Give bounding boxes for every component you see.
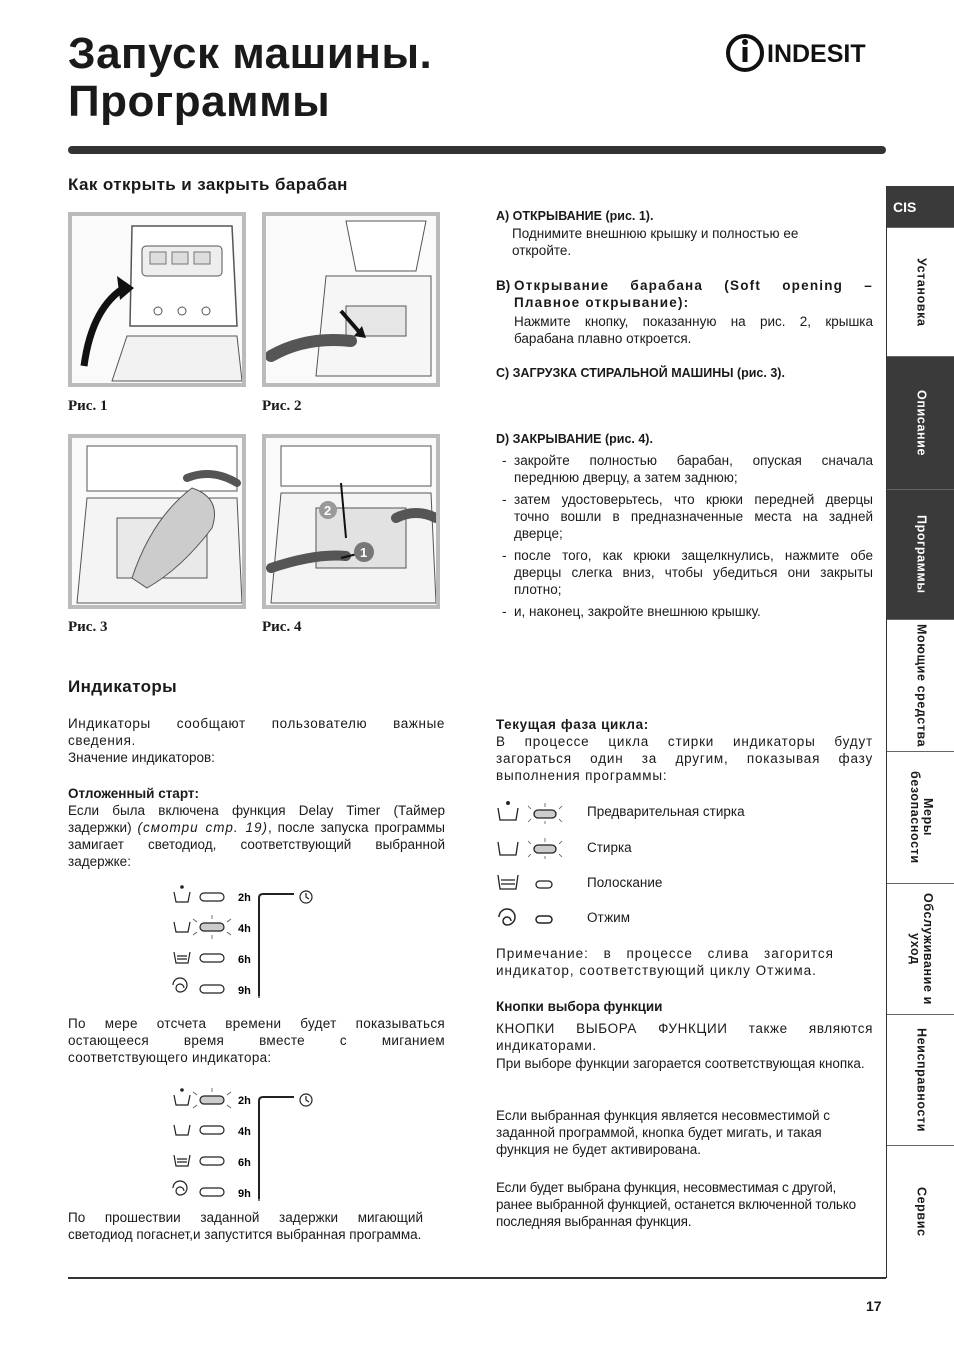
brand-text: INDESIT — [767, 40, 866, 68]
countdown-text: По мере отсчета времени будет показываться остающееся время вместе с миганием соответствующего индикатора: — [68, 1016, 445, 1065]
tab-description[interactable] — [887, 357, 954, 490]
phase-heading: Текущая фаза цикла: — [496, 717, 649, 732]
function-buttons-p3: Если выбранная функция является несовместимой с заданной программой, кнопка будет мигать, и такая функция не будет активирована. — [496, 1108, 831, 1157]
page-title — [68, 30, 432, 126]
delay-hour-4h: 4h — [238, 923, 251, 935]
tab-label: Обслуживание и уход — [908, 893, 935, 1005]
delay-hour-9h: 9h — [238, 985, 251, 997]
delay-text-ref: (смотри стр. 19) — [137, 820, 268, 835]
figure-2-image — [262, 212, 440, 387]
step-c-heading: C) ЗАГРУЗКА СТИРАЛЬНОЙ МАШИНЫ (рис. 3). — [496, 366, 785, 380]
figure-3-caption: Рис. 3 — [68, 619, 108, 635]
tab-label: Моющие средства — [914, 623, 929, 748]
figure-3-image — [68, 434, 246, 609]
indicators-intro: Индикаторы сообщают пользователю важные сведения. — [68, 716, 445, 748]
tab-service[interactable] — [887, 1146, 954, 1278]
rinse-icon — [496, 871, 566, 895]
tab-troubleshooting[interactable] — [887, 1015, 954, 1146]
phase-label-rinse: Полоскание — [587, 875, 663, 890]
delay-text-b: , после запуска программы замигает светодиод, соответствующий выбранной задержке: — [68, 820, 445, 869]
phase-spin — [496, 906, 876, 930]
step-d-list — [496, 452, 873, 625]
tab-safety[interactable] — [887, 752, 954, 884]
tab-detergents[interactable] — [887, 620, 954, 752]
tab-label: Сервис — [914, 1187, 929, 1237]
indicators-intro-2: Значение индикаторов: — [68, 750, 215, 765]
function-buttons-p1: КНОПКИ ВЫБОРА ФУНКЦИИ также являются индикаторами. — [496, 1021, 873, 1053]
wash-icon — [496, 836, 566, 860]
step-b-marker: B) — [496, 278, 511, 293]
delay-hour-2h: 2h — [238, 892, 251, 904]
figure-2-caption: Рис. 2 — [262, 398, 302, 414]
delay-hour-6h: 6h — [238, 954, 251, 966]
step-a-text: Поднимите внешнюю крышку и полностью ее откройте. — [512, 226, 799, 258]
function-buttons-p4: Если будет выбрана функция, несовместимая с другой, ранее выбранной функцией, останется включенной только последняя выбранная функция. — [496, 1180, 856, 1229]
section-title-drum: Как открыть и закрыть барабан — [68, 175, 348, 194]
tab-installation[interactable] — [887, 228, 954, 357]
callout-2-text: 2 — [324, 503, 332, 518]
language-tab[interactable]: CIS — [887, 186, 954, 228]
title-line-1: Запуск машины. — [68, 29, 433, 78]
countdown-hour-2h: 2h — [238, 1095, 251, 1107]
callout-1-text: 1 — [360, 545, 368, 560]
step-b-heading: Открывание барабана (Soft opening – Плавное открывание): — [514, 278, 873, 310]
footer-rule — [68, 1277, 886, 1279]
prewash-icon — [496, 800, 566, 824]
function-buttons-p2: При выборе функции загорается соответствующая кнопка. — [496, 1056, 865, 1071]
section-sidebar — [886, 186, 954, 1278]
step-d-heading: D) ЗАКРЫВАНИЕ (рис. 4). — [496, 432, 653, 446]
delay-text — [68, 802, 445, 870]
tab-programs[interactable] — [887, 490, 954, 620]
spin-icon — [496, 906, 566, 932]
phase-rinse — [496, 871, 876, 895]
figure-1-image — [68, 212, 246, 387]
list-item: - после того, как крюки защелкнулись, нажмите обе дверцы слегка вниз, чтобы убедиться они закрыты плотно; — [496, 547, 873, 598]
tab-label: Меры безопасности — [908, 771, 935, 864]
tab-label: Установка — [914, 257, 929, 327]
tab-label: Описание — [914, 390, 929, 456]
function-buttons-heading: Кнопки выбора функции — [496, 999, 663, 1014]
step-a-heading: A) ОТКРЫВАНИЕ (рис. 1). — [496, 209, 654, 223]
delay-diagram-2 — [170, 1087, 320, 1205]
indesit-logo — [725, 30, 890, 76]
page-number: 17 — [866, 1298, 882, 1314]
list-item: - закройте полностью барабан, опуская сначала переднюю дверцу, а затем заднюю; — [496, 452, 873, 486]
countdown-hour-4h: 4h — [238, 1126, 251, 1138]
tab-label: Неисправности — [914, 1027, 929, 1133]
list-item: - и, наконец, закройте внешнюю крышку. — [496, 603, 873, 620]
figure-4-caption: Рис. 4 — [262, 619, 302, 635]
phase-label-spin: Отжим — [587, 910, 630, 925]
step-b-text: Нажмите кнопку, показанную на рис. 2, крышка барабана плавно откроется. — [514, 314, 873, 346]
figure-1-caption: Рис. 1 — [68, 398, 108, 414]
phase-label-prewash: Предварительная стирка — [587, 804, 745, 819]
after-delay-text: По прошествии заданной задержки мигающий светодиод погаснет,и запустится выбранная программа. — [68, 1210, 423, 1242]
list-item: - затем удостоверьтесь, что крюки передней дверцы точно вошли в предназначенные места на задней дверце; — [496, 491, 873, 542]
delay-text-a: Если была включена функция Delay Timer (Таймер задержки) — [68, 803, 445, 835]
delay-heading: Отложенный старт: — [68, 786, 199, 801]
phase-text: В процессе цикла стирки индикаторы будут загораться один за другим, показывая фазу выполнения программы: — [496, 734, 873, 783]
section-title-indicators: Индикаторы — [68, 677, 178, 696]
tab-maintenance[interactable] — [887, 884, 954, 1015]
figure-4-image — [262, 434, 440, 609]
phase-prewash — [496, 800, 876, 824]
spin-note: Примечание: в процессе слива загорится индикатор, соответствующий циклу Отжима. — [496, 946, 834, 978]
delay-diagram-1 — [170, 884, 320, 1002]
phase-label-wash: Стирка — [587, 840, 632, 855]
title-rule — [68, 146, 886, 154]
countdown-hour-6h: 6h — [238, 1157, 251, 1169]
phase-wash — [496, 836, 876, 860]
tab-label: Программы — [914, 515, 929, 594]
countdown-hour-9h: 9h — [238, 1188, 251, 1200]
title-line-2: Программы — [68, 77, 331, 126]
